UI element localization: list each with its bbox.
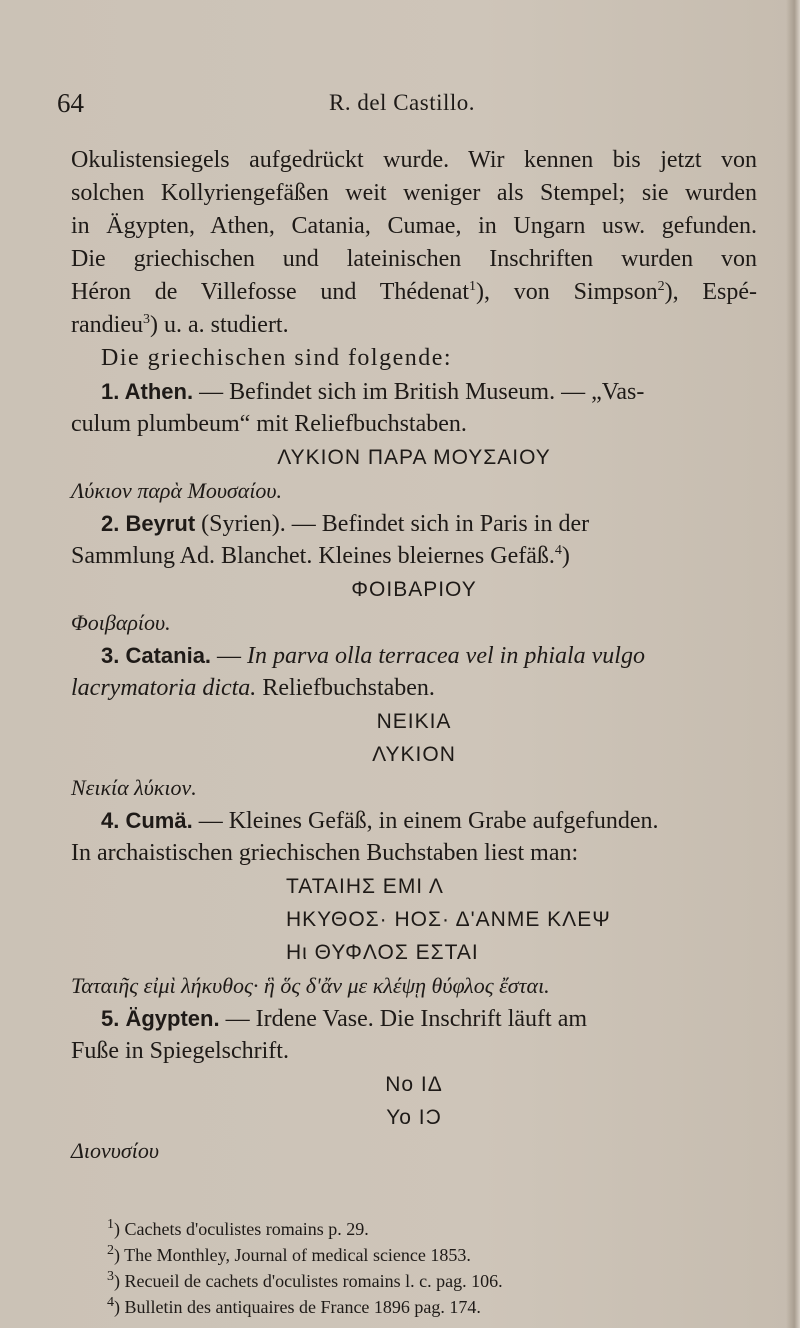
inscription-line: ΦΟΙΒΑΡΙΟΥ xyxy=(351,578,477,601)
text-line xyxy=(71,509,757,538)
footnote-ref[interactable]: 2 xyxy=(657,279,665,294)
text-span: Héron de Villefosse und Thédenat xyxy=(71,279,470,305)
footnotes xyxy=(107,1218,757,1322)
footnote-ref[interactable]: 4 xyxy=(554,543,562,558)
greek-transcription: Ταταιῆς εἰμὶ λήκυθος· ἣ ὅς δ'ἄν με κλέψῃ θύφλος ἔσται. xyxy=(71,973,550,998)
footnote: $^2$) The Monthley, Journal of medical science 1853. xyxy=(107,1243,471,1265)
inscription-line: Ηι ΘΥΦΛΟΣ ΕΣΤΑΙ xyxy=(286,941,479,964)
text-line: Fuße in Spiegelschrift. xyxy=(71,1038,289,1064)
text-line xyxy=(71,278,757,307)
text-span: ) u. a. studiert. xyxy=(149,312,289,338)
section-heading: 5. Ägypten. xyxy=(101,1006,220,1031)
footnote-text: Cachets d'oculistes romains p. 29. xyxy=(124,1219,369,1239)
text-span: ) xyxy=(561,543,570,569)
text-span: — Kleines Gefäß, in einem Grabe aufgefunden. xyxy=(192,808,659,834)
section-heading: 3. Catania. xyxy=(101,643,212,668)
text-span: Reliefbuchstaben. xyxy=(256,675,435,701)
greek-transcription: Φοιβαρίου. xyxy=(71,610,171,635)
text-span: — xyxy=(211,643,248,669)
inscription-line: ΝΕΙΚΙΑ xyxy=(376,710,452,733)
section-heading: 2. Beyrut xyxy=(101,511,196,536)
greek-transcription: Διονυσίου xyxy=(71,1138,159,1163)
greek-transcription: Νεικία λύκιον. xyxy=(71,775,197,800)
text-span: Sammlung Ad. Blanchet. Kleines bleiernes Gefäß. xyxy=(71,543,555,569)
text-line: solchen Kollyriengefäßen weit weniger als Stempel; sie wurden xyxy=(71,180,757,206)
text-line: Okulistensiegels aufgedrückt wurde. Wir kennen bis jetzt von xyxy=(71,147,757,173)
text-line: in Ägypten, Athen, Catania, Cumae, in Ungarn usw. gefunden. xyxy=(71,213,757,239)
footnote: $^4$) Bulletin des antiquaires de France 1896 pag. 174. xyxy=(107,1295,481,1317)
running-title: R. del Castillo. xyxy=(329,90,475,115)
inscription-line: Υο ΙϽ xyxy=(386,1106,442,1129)
inscription-line: ΛΥΚΙΟΝ xyxy=(372,743,456,766)
text-span: — Befindet sich im British Museum. — „Vas- xyxy=(193,379,645,405)
page-header xyxy=(57,88,747,118)
section-heading: 4. Cumä. xyxy=(101,808,193,833)
text-line: Die griechischen und lateinischen Inschriften wurden von xyxy=(71,246,757,272)
text-span: randieu xyxy=(71,312,143,338)
text-span: — Irdene Vase. Die Inschrift läuft am xyxy=(219,1006,588,1032)
text-span: ), Espé- xyxy=(664,279,758,305)
inscription-line: ΤΑΤΑΙΗΣ ΕΜΙ Λ xyxy=(286,875,444,898)
inscription-line: ΗΚΥΘΟΣ· ΗΟΣ· Δ'ΑΝΜΕ ΚΛΕΨ xyxy=(286,908,611,931)
footnote-number: 4 xyxy=(107,1295,114,1310)
page-number: 64 xyxy=(57,88,84,118)
text-span: ), von Simpson xyxy=(476,279,658,305)
footnote-number: 1 xyxy=(107,1217,114,1232)
page-edge xyxy=(786,0,800,1328)
footnote: $^1$) Cachets d'oculistes romains p. 29. xyxy=(107,1217,369,1239)
footnote-text: Bulletin des antiquaires de France 1896 pag. 174. xyxy=(124,1297,481,1317)
text-line: Die griechischen sind folgende: xyxy=(101,345,453,371)
footnote-number: 2 xyxy=(107,1243,114,1258)
inscription-line: Νο ΙΔ xyxy=(385,1073,443,1096)
text-line: culum plumbeum“ mit Reliefbuchstaben. xyxy=(71,411,467,437)
text-line: In archaistischen griechischen Buchstaben liest man: xyxy=(71,840,579,866)
text-line xyxy=(71,641,757,670)
latin-text: lacrymatoria dicta. xyxy=(71,675,257,701)
footnote-ref[interactable]: 1 xyxy=(469,279,477,294)
footnote-number: 3 xyxy=(107,1269,114,1284)
text-line xyxy=(71,311,757,340)
text-line xyxy=(71,806,757,835)
section-heading: 1. Athen. xyxy=(101,379,194,404)
text-line xyxy=(71,542,757,571)
footnote: $^3$) Recueil de cachets d'oculistes romains l. c. pag. 106. xyxy=(107,1269,503,1291)
text-line xyxy=(71,1004,757,1033)
text-line xyxy=(71,674,757,703)
main-text xyxy=(71,146,757,1169)
footnote-text: The Monthley, Journal of medical science 1853. xyxy=(124,1245,471,1265)
greek-transcription: Λύκιον παρὰ Μουσαίου. xyxy=(71,478,283,503)
text-span: (Syrien). — Befindet sich in Paris in der xyxy=(195,511,590,537)
latin-text: In parva olla terracea vel in phiala vulgo xyxy=(247,643,645,669)
inscription-line: ΛΥΚΙΟΝ ΠΑΡΑ ΜΟΥΣΑΙΟΥ xyxy=(277,446,551,469)
footnote-text: Recueil de cachets d'oculistes romains l. c. pag. 106. xyxy=(124,1271,503,1291)
footnote-ref[interactable]: 3 xyxy=(142,312,150,327)
text-line xyxy=(71,377,757,406)
